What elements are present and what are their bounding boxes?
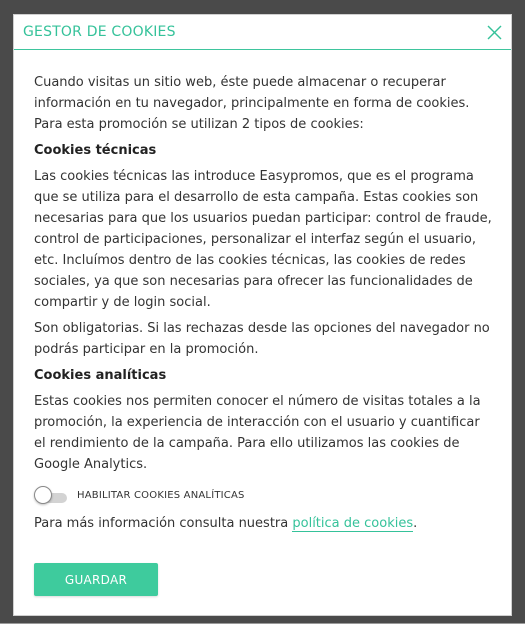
analytics-toggle-label: HABILITAR COOKIES ANALÍTICAS [77, 490, 245, 501]
more-info-text [34, 513, 494, 534]
toggle-knob [34, 486, 52, 504]
intro-text: Cuando visitas un sitio web, éste puede almacenar o recuperar información en tu navegador, principalmente en forma de cookies. Para esta promoción se utilizan 2 tipos de cookies: [34, 75, 470, 132]
technical-cookies-mandatory-note: Son obligatorias. Si las rechazas desde las opciones del navegador no podrás participar en la promoción. [34, 321, 490, 357]
close-x-icon [486, 24, 503, 41]
save-button[interactable]: GUARDAR [34, 563, 158, 596]
analytics-cookies-description: Estas cookies nos permiten conocer el número de visitas totales a la promoción, la experiencia de interacción con el usuario y cuantificar el rendimiento de la campaña. Para ello utilizamos las cookies de Google Analytics. [34, 394, 481, 472]
cookie-manager-dialog [13, 14, 512, 616]
close-button[interactable] [486, 24, 503, 41]
technical-cookies-description: Las cookies técnicas las introduce Easypromos, que es el programa que se utiliza para el desarrollo de esta campaña. Estas cookies son necesarias para que los usuarios puedan participar: control de fraude, control de participaciones, personalizar el interfaz según el usuario, etc. Incluímos dentro de las cookies técnicas, las cookies de redes sociales, ya que son necesarias para ofrecer las funcionalidades de compartir y de login social. [34, 169, 492, 310]
more-info-prefix: Para más información consulta nuestra [34, 516, 293, 531]
cookie-policy-link[interactable]: política de cookies [292, 516, 414, 531]
dialog-body [34, 72, 494, 539]
analytics-cookies-toggle[interactable] [34, 486, 67, 504]
page-bottom-divider [0, 623, 525, 624]
analytics-toggle-row [34, 486, 494, 507]
technical-cookies-heading: Cookies técnicas [34, 143, 157, 158]
analytics-cookies-heading: Cookies analíticas [34, 368, 167, 383]
more-info-suffix: . [413, 516, 418, 531]
dialog-title: GESTOR DE COOKIES [23, 24, 176, 40]
dialog-header [14, 15, 511, 50]
